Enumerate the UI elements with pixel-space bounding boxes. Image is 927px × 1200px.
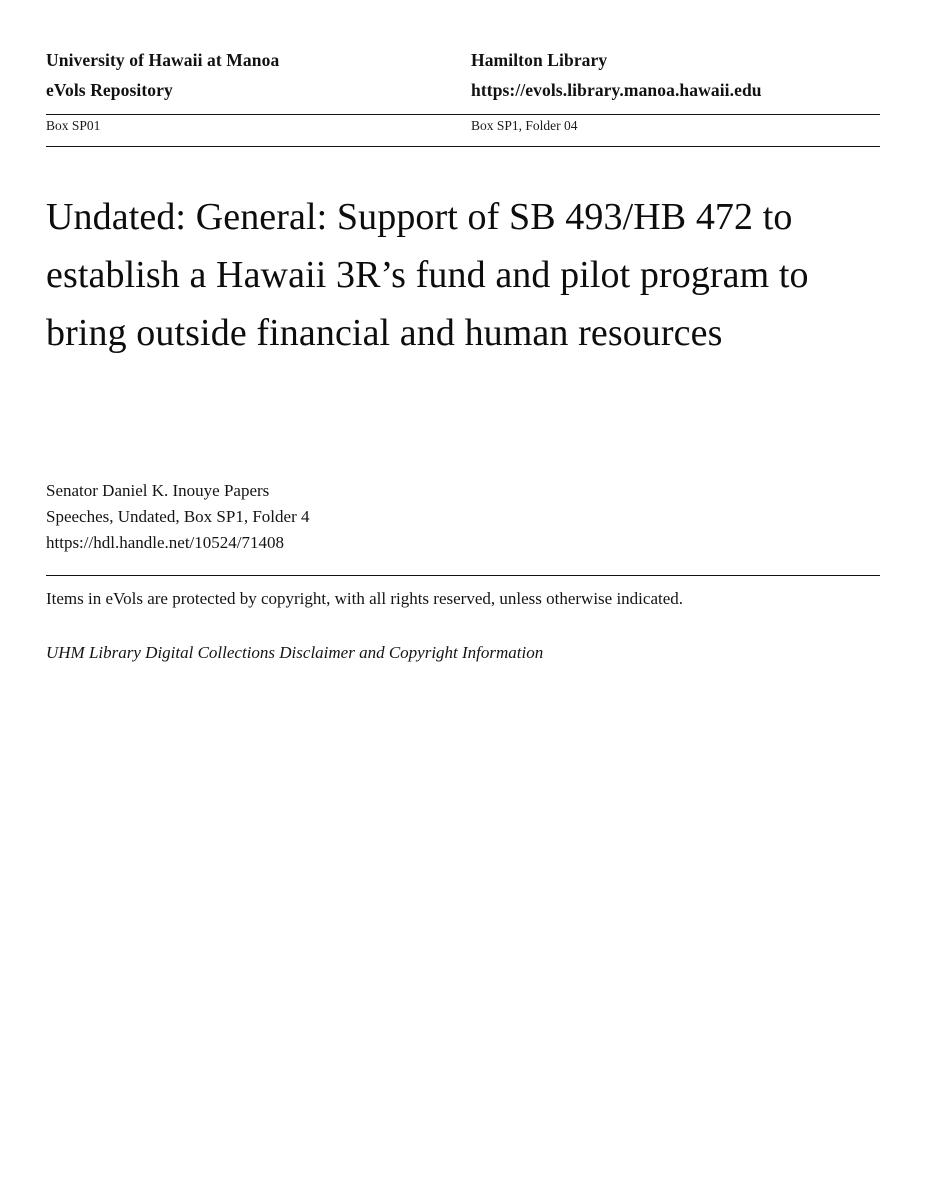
citation-collection: Senator Daniel K. Inouye Papers — [46, 481, 270, 500]
box-label-left: Box SP01 — [46, 118, 101, 133]
header-divider-bottom — [46, 146, 880, 147]
citation-handle[interactable]: https://hdl.handle.net/10524/71408 — [46, 533, 284, 552]
rights-divider — [46, 575, 880, 576]
citation-block — [46, 478, 836, 556]
header-row-repository — [46, 80, 880, 110]
library-name: Hamilton Library — [471, 50, 608, 70]
rights-statement: Items in eVols are protected by copyright, with all rights reserved, unless otherwise indicated. — [46, 589, 684, 608]
institution-name: University of Hawaii at Manoa — [46, 50, 280, 70]
header-row-institution — [46, 50, 880, 80]
repository-url[interactable]: https://evols.library.manoa.hawaii.edu — [471, 80, 762, 100]
repository-name: eVols Repository — [46, 80, 173, 100]
box-label-right: Box SP1, Folder 04 — [471, 118, 578, 133]
citation-series: Speeches, Undated, Box SP1, Folder 4 — [46, 507, 310, 526]
page-title: Undated: General: Support of SB 493/HB 472 to establish a Hawaii 3R’s fund and pilot program to bring outside financial and human resources — [46, 196, 809, 354]
document-header — [46, 50, 880, 147]
disclaimer-link[interactable]: UHM Library Digital Collections Disclaimer and Copyright Information — [46, 643, 544, 662]
header-row-box — [46, 115, 880, 142]
